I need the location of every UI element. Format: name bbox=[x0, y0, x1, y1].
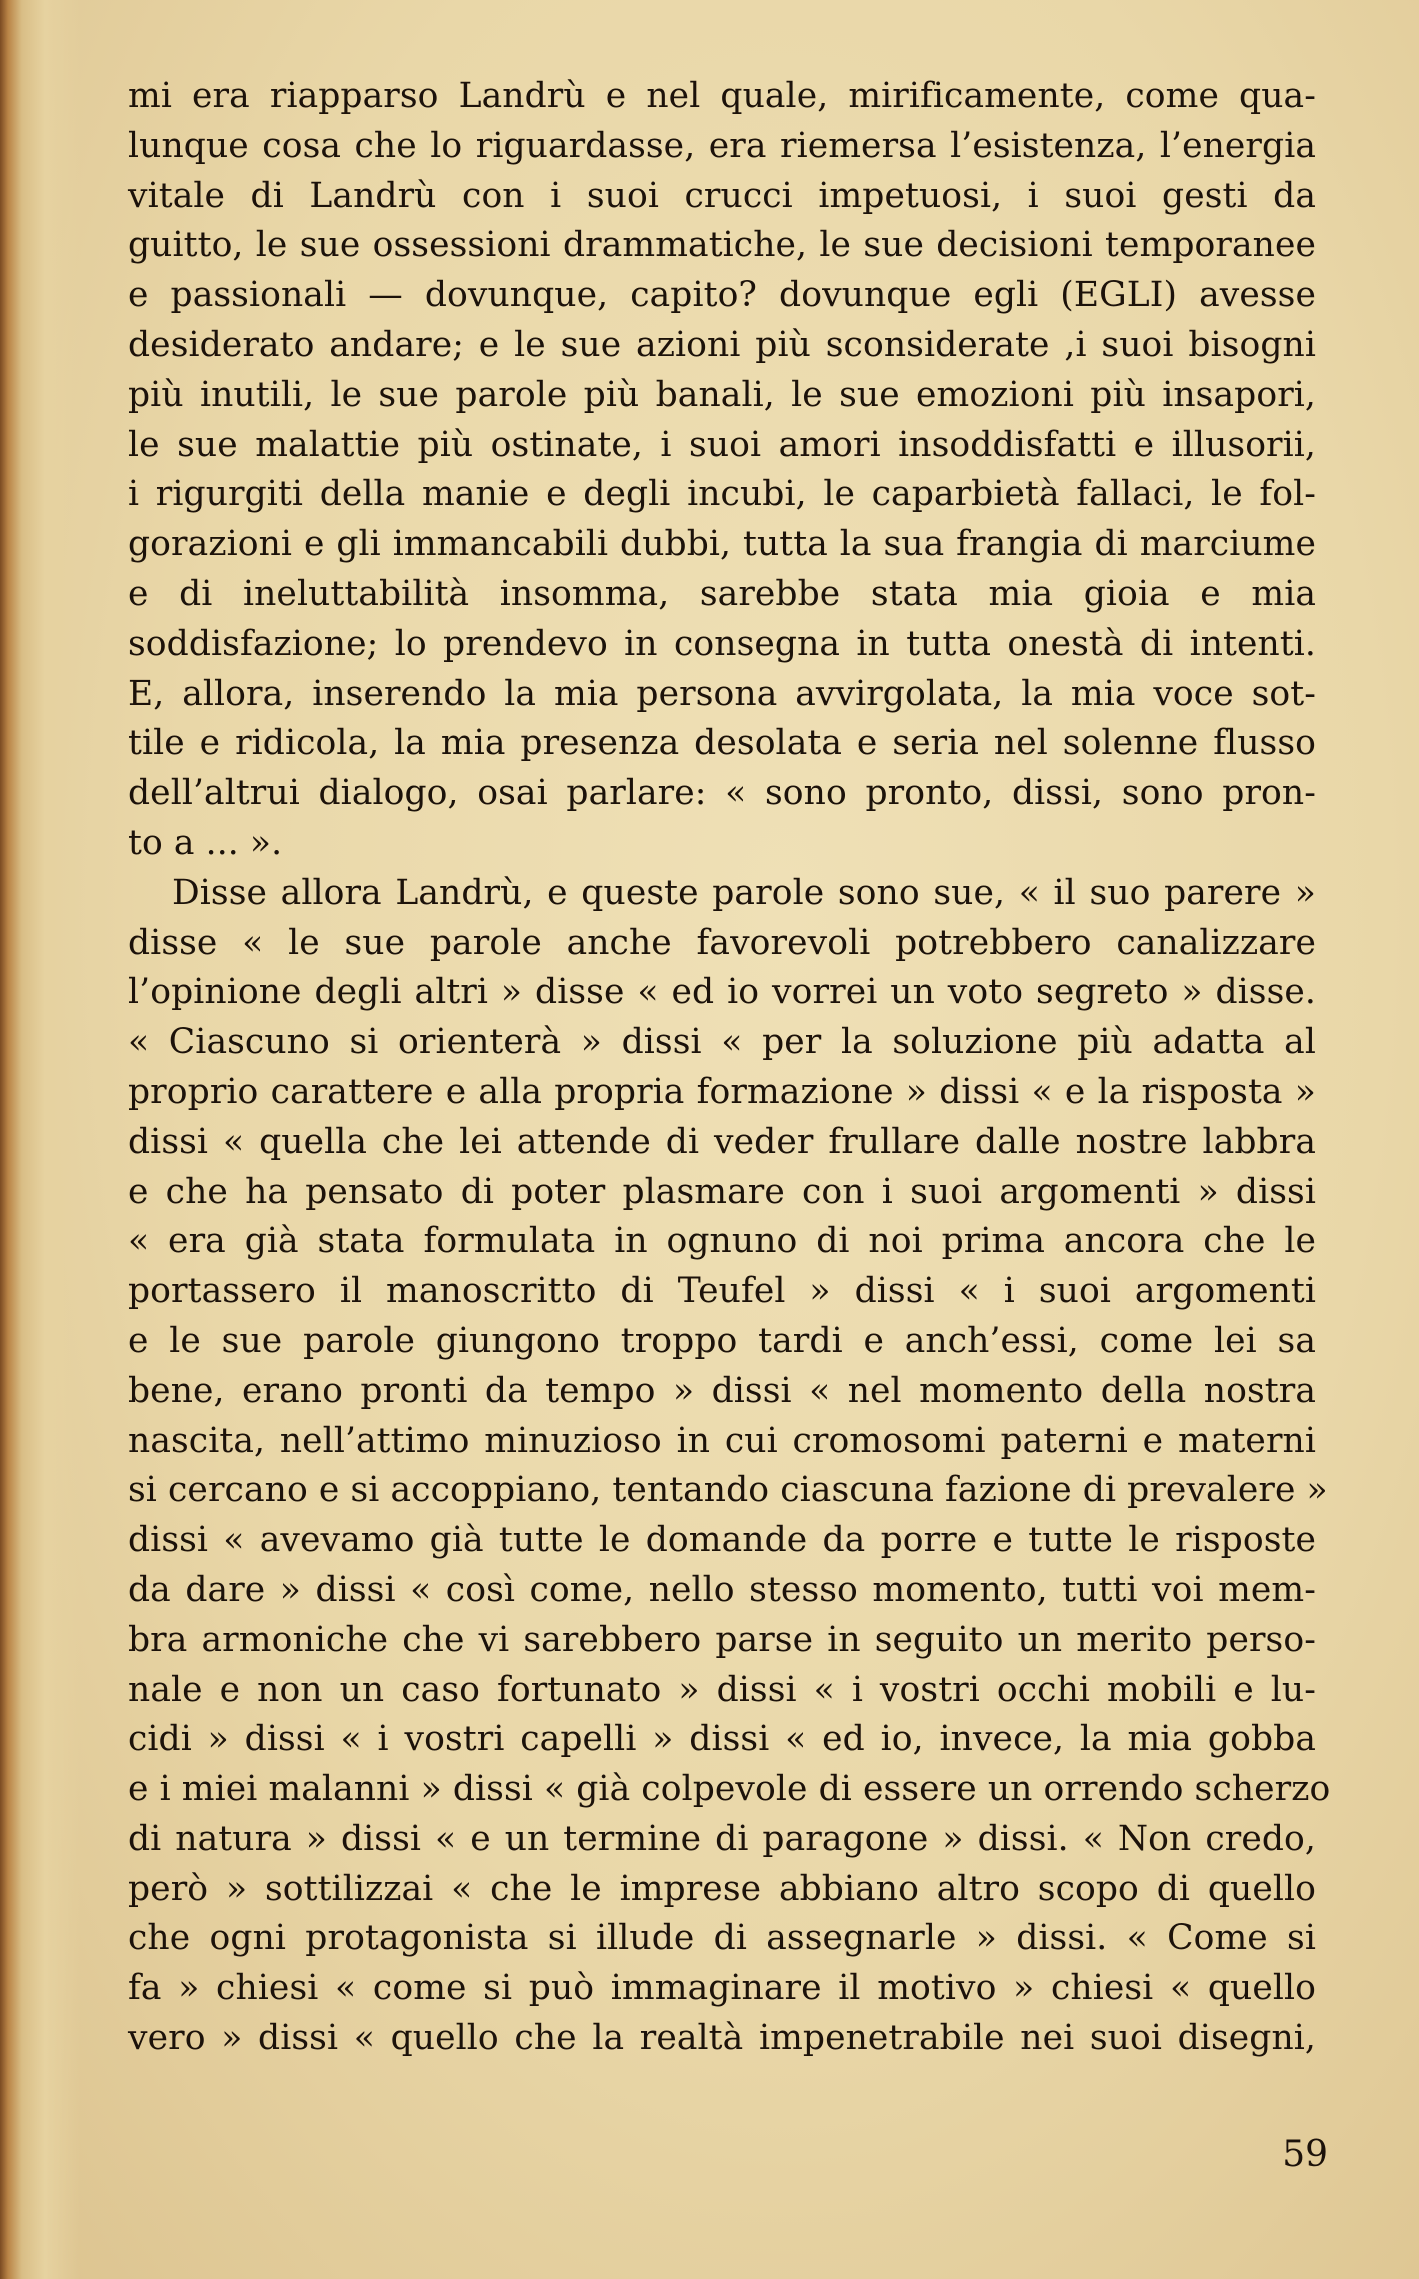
text-line: gorazioni e gli immancabili dubbi, tutta la sua frangia di marciume bbox=[128, 524, 1316, 565]
text-line: e le sue parole giungono troppo tardi e anch’essi, come lei sa bbox=[128, 1320, 1316, 1361]
text-line: bene, erano pronti da tempo » dissi « nel momento della nostra bbox=[128, 1370, 1316, 1411]
body-text bbox=[128, 72, 1331, 2064]
text-line: E, allora, inserendo la mia persona avvirgolata, la mia voce sot- bbox=[128, 673, 1316, 714]
text-line: cidi » dissi « i vostri capelli » dissi « ed io, invece, la mia gobba bbox=[128, 1719, 1316, 1760]
text-line: nale e non un caso fortunato » dissi « i vostri occhi mobili e lu- bbox=[128, 1669, 1316, 1710]
text-line: dell’altrui dialogo, osai parlare: « sono pronto, dissi, sono pron- bbox=[128, 773, 1316, 814]
text-line: desiderato andare; e le sue azioni più sconsiderate ,i suoi bisogni bbox=[128, 324, 1316, 365]
text-line: fa » chiesi « come si può immaginare il motivo » chiesi « quello bbox=[128, 1968, 1316, 2009]
text-line: si cercano e si accoppiano, tentando ciascuna fazione di prevalere » bbox=[128, 1470, 1328, 1511]
text-line: « era già stata formulata in ognuno di noi prima ancora che le bbox=[128, 1221, 1316, 1262]
text-line: e che ha pensato di poter plasmare con i suoi argomenti » dissi bbox=[128, 1171, 1316, 1212]
text-line: e di ineluttabilità insomma, sarebbe stata mia gioia e mia bbox=[128, 573, 1316, 614]
text-line: portassero il manoscritto di Teufel » dissi « i suoi argomenti bbox=[128, 1271, 1316, 1312]
text-line: soddisfazione; lo prendevo in consegna in tutta onestà di intenti. bbox=[128, 623, 1316, 664]
text-line: e passionali — dovunque, capito? dovunque egli (EGLI) avesse bbox=[128, 275, 1316, 316]
text-line: bra armoniche che vi sarebbero parse in seguito un merito perso- bbox=[128, 1619, 1316, 1660]
text-line: i rigurgiti della manie e degli incubi, le caparbietà fallaci, le fol- bbox=[128, 474, 1316, 515]
text-line: dissi « quella che lei attende di veder frullare dalle nostre labbra bbox=[128, 1121, 1316, 1162]
text-line: e i miei malanni » dissi « già colpevole di essere un orrendo scherzo bbox=[128, 1769, 1331, 1810]
text-line: di natura » dissi « e un termine di paragone » dissi. « Non credo, bbox=[128, 1818, 1316, 1859]
text-line: dissi « avevamo già tutte le domande da porre e tutte le risposte bbox=[128, 1520, 1316, 1561]
text-line: disse « le sue parole anche favorevoli potrebbero canalizzare bbox=[128, 922, 1316, 963]
text-line: che ogni protagonista si illude di assegnarle » dissi. « Come si bbox=[128, 1918, 1316, 1959]
text-line: tile e ridicola, la mia presenza desolata e seria nel solenne flusso bbox=[128, 723, 1316, 764]
text-line: vitale di Landrù con i suoi crucci impetuosi, i suoi gesti da bbox=[128, 175, 1316, 216]
text-line: proprio carattere e alla propria formazione » dissi « e la risposta » bbox=[128, 1071, 1316, 1112]
text-line: Disse allora Landrù, e queste parole sono sue, « il suo parere » bbox=[172, 872, 1316, 913]
text-line: to a ... ». bbox=[128, 822, 283, 863]
text-line: vero » dissi « quello che la realtà impenetrabile nei suoi disegni, bbox=[128, 2018, 1316, 2059]
text-line: però » sottilizzai « che le imprese abbiano altro scopo di quello bbox=[128, 1868, 1316, 1909]
text-line: guitto, le sue ossessioni drammatiche, le sue decisioni temporanee bbox=[128, 225, 1316, 266]
text-line: mi era riapparso Landrù e nel quale, mirificamente, come qua- bbox=[128, 76, 1316, 116]
text-line: « Ciascuno si orienterà » dissi « per la soluzione più adatta al bbox=[128, 1022, 1316, 1063]
text-line: nascita, nell’attimo minuzioso in cui cromosomi paterni e materni bbox=[128, 1420, 1316, 1461]
text-line: da dare » dissi « così come, nello stesso momento, tutti voi mem- bbox=[128, 1569, 1316, 1610]
text-line: l’opinione degli altri » disse « ed io vorrei un voto segreto » disse. bbox=[128, 972, 1316, 1013]
text-line: le sue malattie più ostinate, i suoi amori insoddisfatti e illusorii, bbox=[128, 424, 1316, 465]
page-number: 59 bbox=[1282, 2134, 1328, 2175]
text-line: più inutili, le sue parole più banali, le sue emozioni più insapori, bbox=[128, 374, 1316, 415]
text-line: lunque cosa che lo riguardasse, era riemersa l’esistenza, l’energia bbox=[128, 125, 1316, 166]
